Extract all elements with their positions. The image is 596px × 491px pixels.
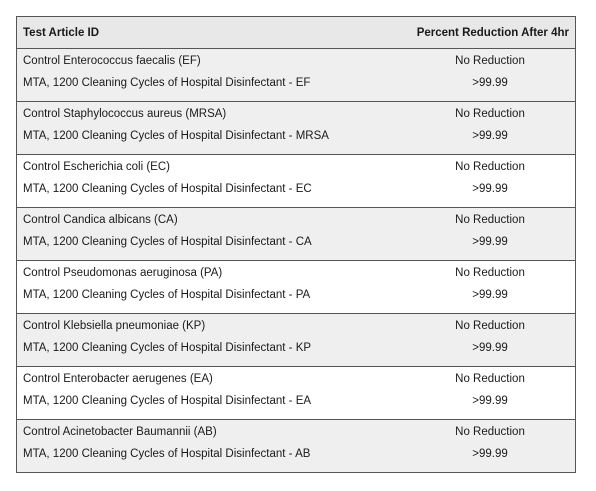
percent-reduction-cell: No Reduction — [455, 426, 525, 438]
table-row-group — [17, 49, 575, 102]
header-test-article-id: Test Article ID — [23, 26, 100, 39]
table-row — [17, 72, 575, 101]
percent-reduction-cell: No Reduction — [455, 55, 525, 67]
table-row — [17, 420, 575, 443]
test-article-id-cell: MTA, 1200 Cleaning Cycles of Hospital Disinfectant - EF — [23, 77, 311, 89]
table-row — [17, 125, 575, 154]
table-row — [17, 390, 575, 419]
test-article-id-cell: Control Escherichia coli (EC) — [23, 161, 170, 173]
table-row — [17, 231, 575, 260]
table-row-group — [17, 420, 575, 472]
test-article-id-cell: MTA, 1200 Cleaning Cycles of Hospital Disinfectant - CA — [23, 236, 312, 248]
test-article-id-cell: Control Klebsiella pneumoniae (KP) — [23, 320, 206, 332]
test-article-id-cell: MTA, 1200 Cleaning Cycles of Hospital Disinfectant - PA — [23, 289, 311, 301]
table-row — [17, 178, 575, 207]
percent-reduction-cell: No Reduction — [455, 108, 525, 120]
table-header — [17, 17, 575, 49]
results-table — [16, 16, 576, 473]
table-row — [17, 314, 575, 337]
percent-reduction-cell: No Reduction — [455, 161, 525, 173]
percent-reduction-cell: >99.99 — [472, 77, 508, 89]
table-row-group — [17, 208, 575, 261]
table-row — [17, 337, 575, 366]
table-row-group — [17, 261, 575, 314]
percent-reduction-cell: No Reduction — [455, 267, 525, 279]
test-article-id-cell: MTA, 1200 Cleaning Cycles of Hospital Disinfectant - EC — [23, 183, 312, 195]
table-row — [17, 102, 575, 125]
test-article-id-cell: MTA, 1200 Cleaning Cycles of Hospital Disinfectant - EA — [23, 395, 312, 407]
percent-reduction-cell: >99.99 — [472, 289, 508, 301]
table-row — [17, 284, 575, 313]
test-article-id-cell: MTA, 1200 Cleaning Cycles of Hospital Disinfectant - MRSA — [23, 130, 329, 142]
test-article-id-cell: Control Staphylococcus aureus (MRSA) — [23, 108, 227, 120]
test-article-id-cell: Control Acinetobacter Baumannii (AB) — [23, 426, 217, 438]
percent-reduction-cell: >99.99 — [472, 183, 508, 195]
table-row — [17, 208, 575, 231]
test-article-id-cell: Control Enterococcus faecalis (EF) — [23, 55, 201, 67]
percent-reduction-cell: >99.99 — [472, 448, 508, 460]
header-percent-reduction: Percent Reduction After 4hr — [416, 26, 569, 39]
percent-reduction-cell: >99.99 — [472, 236, 508, 248]
test-article-id-cell: Control Pseudomonas aeruginosa (PA) — [23, 267, 223, 279]
percent-reduction-cell: No Reduction — [455, 320, 525, 332]
percent-reduction-cell: No Reduction — [455, 214, 525, 226]
percent-reduction-cell: No Reduction — [455, 373, 525, 385]
test-article-id-cell: Control Candica albicans (CA) — [23, 214, 178, 226]
table-row-group — [17, 155, 575, 208]
table-row — [17, 49, 575, 72]
percent-reduction-cell: >99.99 — [472, 342, 508, 354]
percent-reduction-cell: >99.99 — [472, 130, 508, 142]
table-row-group — [17, 102, 575, 155]
percent-reduction-cell: >99.99 — [472, 395, 508, 407]
test-article-id-cell: Control Enterobacter aerugenes (EA) — [23, 373, 213, 385]
table-row — [17, 155, 575, 178]
test-article-id-cell: MTA, 1200 Cleaning Cycles of Hospital Disinfectant - AB — [23, 448, 311, 460]
table-row — [17, 261, 575, 284]
table-row — [17, 367, 575, 390]
table-row — [17, 443, 575, 472]
table-row-group — [17, 314, 575, 367]
table-row-group — [17, 367, 575, 420]
test-article-id-cell: MTA, 1200 Cleaning Cycles of Hospital Disinfectant - KP — [23, 342, 312, 354]
